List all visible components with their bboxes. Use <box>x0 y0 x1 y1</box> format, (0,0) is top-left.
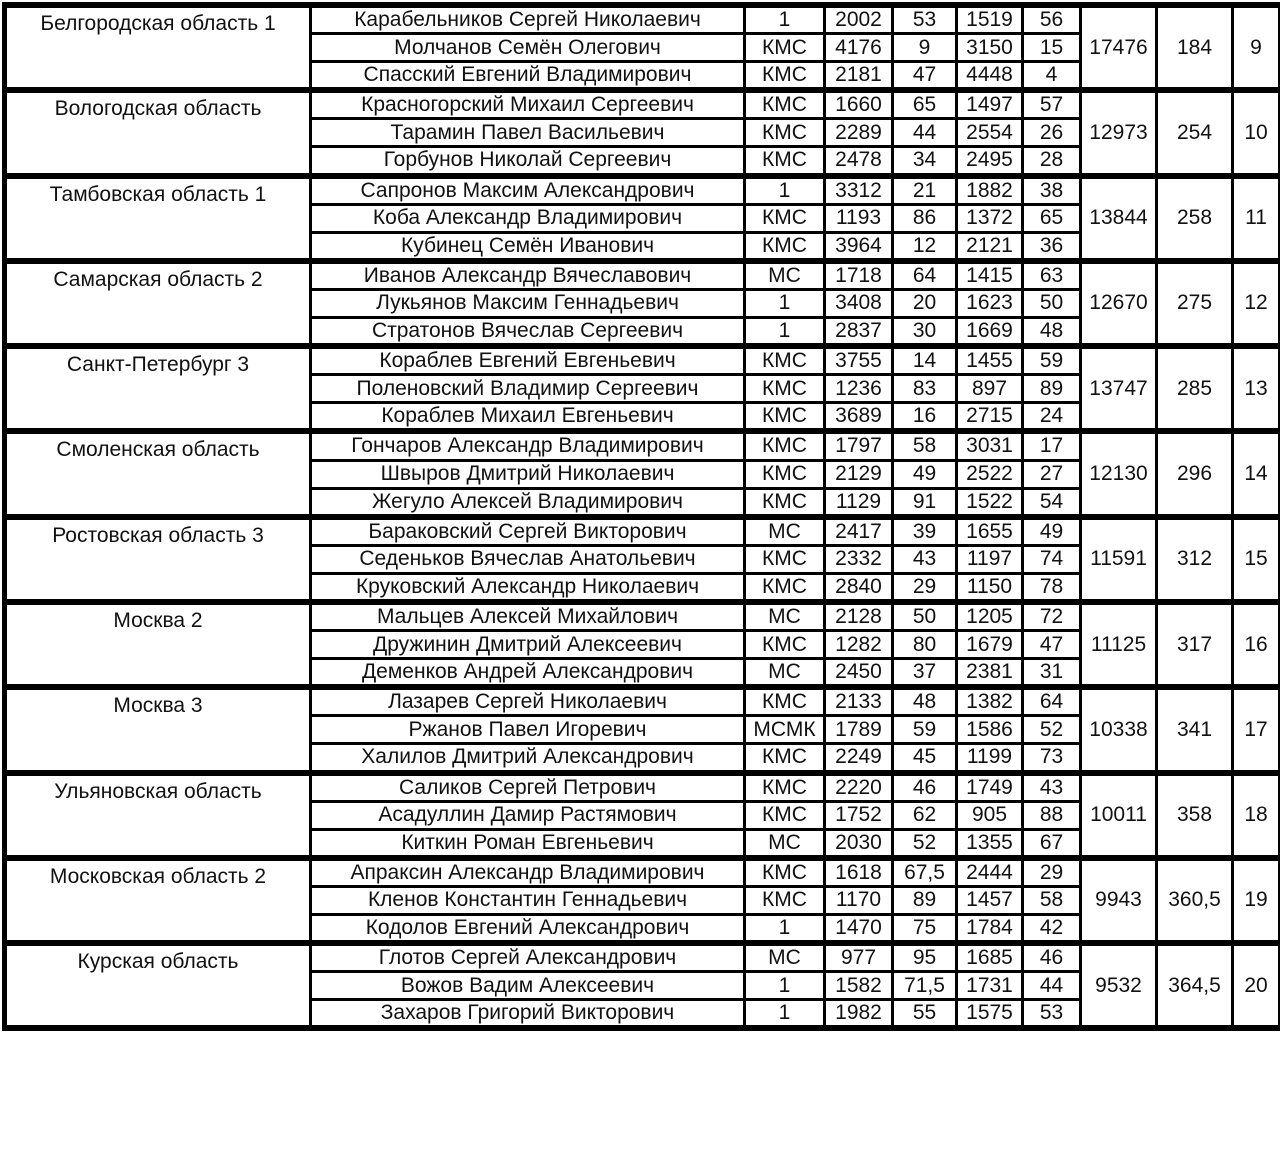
athlete-name: Апраксин Александр Владимирович <box>311 858 745 887</box>
athlete-place-2: 31 <box>1023 659 1081 688</box>
region-cell: Москва 2 <box>5 602 311 687</box>
athlete-place-1: 89 <box>893 886 957 914</box>
athlete-score-2: 1623 <box>957 289 1023 317</box>
athlete-place-1: 50 <box>893 602 957 631</box>
team-total: 10338 <box>1081 687 1157 772</box>
athlete-score-1: 1470 <box>825 914 893 943</box>
athlete-name: Саликов Сергей Петрович <box>311 773 745 802</box>
athlete-place-1: 71,5 <box>893 972 957 1000</box>
athlete-place-1: 29 <box>893 573 957 602</box>
athlete-place-1: 48 <box>893 687 957 716</box>
athlete-score-2: 1669 <box>957 317 1023 346</box>
region-group <box>5 687 1280 772</box>
team-total: 12670 <box>1081 261 1157 346</box>
team-sum-places: 285 <box>1157 346 1233 431</box>
athlete-score-2: 1749 <box>957 773 1023 802</box>
region-cell: Курская область <box>5 943 311 1028</box>
team-total: 9943 <box>1081 858 1157 943</box>
team-final-place: 18 <box>1233 773 1280 858</box>
athlete-rank: КМС <box>745 147 825 176</box>
athlete-place-2: 52 <box>1023 716 1081 744</box>
team-final-place: 10 <box>1233 90 1280 175</box>
team-total: 12130 <box>1081 431 1157 516</box>
athlete-rank: КМС <box>745 886 825 914</box>
region-cell: Москва 3 <box>5 687 311 772</box>
athlete-rank: МС <box>745 659 825 688</box>
athlete-rank: 1 <box>745 317 825 346</box>
athlete-place-1: 39 <box>893 517 957 546</box>
athlete-score-2: 3150 <box>957 34 1023 62</box>
athlete-place-1: 49 <box>893 460 957 488</box>
athlete-score-1: 4176 <box>825 34 893 62</box>
athlete-place-2: 88 <box>1023 801 1081 829</box>
athlete-name: Карабельников Сергей Николаевич <box>311 5 745 34</box>
region-cell: Смоленская область <box>5 431 311 516</box>
athlete-place-1: 9 <box>893 34 957 62</box>
athlete-place-2: 28 <box>1023 147 1081 176</box>
athlete-name: Молчанов Семён Олегович <box>311 34 745 62</box>
athlete-score-2: 1455 <box>957 346 1023 375</box>
athlete-rank: МС <box>745 517 825 546</box>
athlete-rank: КМС <box>745 204 825 232</box>
table-row <box>5 943 1280 972</box>
team-sum-places: 296 <box>1157 431 1233 516</box>
athlete-place-1: 86 <box>893 204 957 232</box>
athlete-score-2: 1655 <box>957 517 1023 546</box>
athlete-place-2: 64 <box>1023 687 1081 716</box>
athlete-place-2: 15 <box>1023 34 1081 62</box>
athlete-name: Красногорский Михаил Сергеевич <box>311 90 745 119</box>
athlete-name: Дружинин Дмитрий Алексеевич <box>311 631 745 659</box>
athlete-place-1: 52 <box>893 829 957 858</box>
athlete-rank: 1 <box>745 1000 825 1029</box>
region-cell: Ростовская область 3 <box>5 517 311 602</box>
athlete-score-2: 4448 <box>957 62 1023 91</box>
athlete-place-1: 47 <box>893 62 957 91</box>
athlete-score-1: 2181 <box>825 62 893 91</box>
table-row <box>5 517 1280 546</box>
region-cell: Ульяновская область <box>5 773 311 858</box>
athlete-name: Кодолов Евгений Александрович <box>311 914 745 943</box>
athlete-place-2: 48 <box>1023 317 1081 346</box>
athlete-score-2: 1575 <box>957 1000 1023 1029</box>
athlete-place-1: 16 <box>893 403 957 432</box>
region-group <box>5 90 1280 175</box>
athlete-score-1: 3312 <box>825 176 893 205</box>
region-cell: Белгородская область 1 <box>5 5 311 90</box>
athlete-score-2: 905 <box>957 801 1023 829</box>
athlete-score-1: 2450 <box>825 659 893 688</box>
athlete-rank: 1 <box>745 176 825 205</box>
athlete-score-1: 2840 <box>825 573 893 602</box>
table-row <box>5 90 1280 119</box>
athlete-place-2: 50 <box>1023 289 1081 317</box>
athlete-score-1: 1752 <box>825 801 893 829</box>
athlete-place-1: 44 <box>893 119 957 147</box>
region-group <box>5 5 1280 90</box>
athlete-score-2: 1415 <box>957 261 1023 290</box>
athlete-name: Бараковский Сергей Викторович <box>311 517 745 546</box>
athlete-place-2: 58 <box>1023 886 1081 914</box>
athlete-name: Седеньков Вячеслав Анатольевич <box>311 545 745 573</box>
athlete-score-1: 1718 <box>825 261 893 290</box>
athlete-place-1: 55 <box>893 1000 957 1029</box>
region-cell: Самарская область 2 <box>5 261 311 346</box>
team-final-place: 11 <box>1233 176 1280 261</box>
team-final-place: 14 <box>1233 431 1280 516</box>
athlete-score-1: 2133 <box>825 687 893 716</box>
athlete-place-1: 21 <box>893 176 957 205</box>
athlete-score-1: 2478 <box>825 147 893 176</box>
athlete-place-2: 47 <box>1023 631 1081 659</box>
athlete-score-2: 1150 <box>957 573 1023 602</box>
table-row <box>5 687 1280 716</box>
table-row <box>5 858 1280 887</box>
region-group <box>5 602 1280 687</box>
region-cell: Тамбовская область 1 <box>5 176 311 261</box>
team-final-place: 17 <box>1233 687 1280 772</box>
team-total: 11591 <box>1081 517 1157 602</box>
athlete-place-1: 58 <box>893 431 957 460</box>
athlete-score-1: 2030 <box>825 829 893 858</box>
athlete-name: Асадуллин Дамир Растямович <box>311 801 745 829</box>
athlete-score-1: 1582 <box>825 972 893 1000</box>
athlete-score-1: 2249 <box>825 744 893 773</box>
athlete-score-2: 1205 <box>957 602 1023 631</box>
athlete-score-2: 1586 <box>957 716 1023 744</box>
athlete-name: Швыров Дмитрий Николаевич <box>311 460 745 488</box>
table-row <box>5 176 1280 205</box>
athlete-place-2: 78 <box>1023 573 1081 602</box>
athlete-name: Тарамин Павел Васильевич <box>311 119 745 147</box>
athlete-place-1: 43 <box>893 545 957 573</box>
athlete-score-1: 3408 <box>825 289 893 317</box>
team-total: 11125 <box>1081 602 1157 687</box>
team-sum-places: 358 <box>1157 773 1233 858</box>
athlete-place-2: 36 <box>1023 232 1081 261</box>
athlete-score-1: 3964 <box>825 232 893 261</box>
team-total: 13747 <box>1081 346 1157 431</box>
athlete-name: Захаров Григорий Викторович <box>311 1000 745 1029</box>
athlete-rank: КМС <box>745 62 825 91</box>
athlete-place-1: 37 <box>893 659 957 688</box>
athlete-place-1: 53 <box>893 5 957 34</box>
athlete-place-2: 44 <box>1023 972 1081 1000</box>
team-sum-places: 364,5 <box>1157 943 1233 1028</box>
athlete-name: Иванов Александр Вячеславович <box>311 261 745 290</box>
athlete-place-1: 62 <box>893 801 957 829</box>
athlete-name: Сапронов Максим Александрович <box>311 176 745 205</box>
athlete-name: Горбунов Николай Сергеевич <box>311 147 745 176</box>
athlete-rank: КМС <box>745 744 825 773</box>
region-group <box>5 773 1280 858</box>
athlete-rank: КМС <box>745 631 825 659</box>
team-sum-places: 317 <box>1157 602 1233 687</box>
athlete-place-1: 80 <box>893 631 957 659</box>
athlete-score-2: 1382 <box>957 687 1023 716</box>
team-sum-places: 254 <box>1157 90 1233 175</box>
athlete-score-2: 1522 <box>957 488 1023 517</box>
athlete-score-1: 2289 <box>825 119 893 147</box>
athlete-rank: КМС <box>745 488 825 517</box>
athlete-rank: МС <box>745 829 825 858</box>
athlete-name: Вожов Вадим Алексеевич <box>311 972 745 1000</box>
athlete-score-1: 2332 <box>825 545 893 573</box>
athlete-rank: 1 <box>745 289 825 317</box>
athlete-place-1: 75 <box>893 914 957 943</box>
athlete-score-2: 1519 <box>957 5 1023 34</box>
athlete-score-1: 1282 <box>825 631 893 659</box>
athlete-score-1: 1982 <box>825 1000 893 1029</box>
athlete-place-2: 89 <box>1023 375 1081 403</box>
athlete-rank: КМС <box>745 403 825 432</box>
athlete-rank: КМС <box>745 460 825 488</box>
athlete-place-2: 53 <box>1023 1000 1081 1029</box>
athlete-place-1: 65 <box>893 90 957 119</box>
athlete-place-2: 26 <box>1023 119 1081 147</box>
athlete-score-1: 1789 <box>825 716 893 744</box>
athlete-place-2: 59 <box>1023 346 1081 375</box>
athlete-score-2: 1784 <box>957 914 1023 943</box>
athlete-score-2: 1679 <box>957 631 1023 659</box>
athlete-rank: КМС <box>745 545 825 573</box>
region-cell: Московская область 2 <box>5 858 311 943</box>
athlete-score-2: 1731 <box>957 972 1023 1000</box>
athlete-score-1: 1193 <box>825 204 893 232</box>
team-final-place: 19 <box>1233 858 1280 943</box>
athlete-name: Мальцев Алексей Михайлович <box>311 602 745 631</box>
athlete-score-2: 1355 <box>957 829 1023 858</box>
athlete-place-2: 46 <box>1023 943 1081 972</box>
athlete-rank: 1 <box>745 914 825 943</box>
athlete-name: Круковский Александр Николаевич <box>311 573 745 602</box>
athlete-place-1: 12 <box>893 232 957 261</box>
athlete-rank: 1 <box>745 5 825 34</box>
team-final-place: 13 <box>1233 346 1280 431</box>
athlete-place-1: 83 <box>893 375 957 403</box>
athlete-score-2: 897 <box>957 375 1023 403</box>
athlete-name: Стратонов Вячеслав Сергеевич <box>311 317 745 346</box>
athlete-place-1: 91 <box>893 488 957 517</box>
athlete-score-2: 1372 <box>957 204 1023 232</box>
athlete-score-2: 2522 <box>957 460 1023 488</box>
athlete-rank: КМС <box>745 375 825 403</box>
athlete-place-1: 64 <box>893 261 957 290</box>
athlete-rank: МСМК <box>745 716 825 744</box>
athlete-score-1: 2129 <box>825 460 893 488</box>
athlete-score-2: 2444 <box>957 858 1023 887</box>
athlete-score-1: 1236 <box>825 375 893 403</box>
athlete-place-2: 73 <box>1023 744 1081 773</box>
athlete-name: Деменков Андрей Александрович <box>311 659 745 688</box>
team-final-place: 12 <box>1233 261 1280 346</box>
athlete-score-2: 2381 <box>957 659 1023 688</box>
athlete-score-1: 1170 <box>825 886 893 914</box>
team-sum-places: 312 <box>1157 517 1233 602</box>
region-group <box>5 261 1280 346</box>
athlete-place-2: 63 <box>1023 261 1081 290</box>
athlete-place-2: 42 <box>1023 914 1081 943</box>
team-total: 9532 <box>1081 943 1157 1028</box>
team-sum-places: 341 <box>1157 687 1233 772</box>
athlete-score-1: 2837 <box>825 317 893 346</box>
team-final-place: 9 <box>1233 5 1280 90</box>
athlete-place-1: 20 <box>893 289 957 317</box>
team-final-place: 15 <box>1233 517 1280 602</box>
team-sum-places: 275 <box>1157 261 1233 346</box>
athlete-name: Коба Александр Владимирович <box>311 204 745 232</box>
athlete-rank: КМС <box>745 34 825 62</box>
athlete-score-1: 2220 <box>825 773 893 802</box>
athlete-name: Кораблев Михаил Евгеньевич <box>311 403 745 432</box>
athlete-name: Лукьянов Максим Геннадьевич <box>311 289 745 317</box>
region-cell: Санкт-Петербург 3 <box>5 346 311 431</box>
athlete-score-1: 3689 <box>825 403 893 432</box>
athlete-name: Кораблев Евгений Евгеньевич <box>311 346 745 375</box>
athlete-score-2: 3031 <box>957 431 1023 460</box>
athlete-rank: МС <box>745 602 825 631</box>
athlete-name: Киткин Роман Евгеньевич <box>311 829 745 858</box>
region-group <box>5 176 1280 261</box>
athlete-rank: КМС <box>745 119 825 147</box>
athlete-place-2: 54 <box>1023 488 1081 517</box>
team-sum-places: 360,5 <box>1157 858 1233 943</box>
region-group <box>5 517 1280 602</box>
athlete-score-2: 2715 <box>957 403 1023 432</box>
athlete-score-1: 1660 <box>825 90 893 119</box>
athlete-name: Ржанов Павел Игоревич <box>311 716 745 744</box>
athlete-name: Жегуло Алексей Владимирович <box>311 488 745 517</box>
athlete-score-2: 2121 <box>957 232 1023 261</box>
athlete-score-1: 977 <box>825 943 893 972</box>
athlete-name: Лазарев Сергей Николаевич <box>311 687 745 716</box>
athlete-score-1: 1797 <box>825 431 893 460</box>
region-group <box>5 943 1280 1028</box>
athlete-name: Поленовский Владимир Сергеевич <box>311 375 745 403</box>
athlete-score-1: 2417 <box>825 517 893 546</box>
athlete-name: Глотов Сергей Александрович <box>311 943 745 972</box>
athlete-rank: КМС <box>745 90 825 119</box>
athlete-place-2: 72 <box>1023 602 1081 631</box>
athlete-name: Гончаров Александр Владимирович <box>311 431 745 460</box>
athlete-score-2: 2495 <box>957 147 1023 176</box>
athlete-name: Спасский Евгений Владимирович <box>311 62 745 91</box>
athlete-rank: КМС <box>745 431 825 460</box>
athlete-place-1: 34 <box>893 147 957 176</box>
athlete-rank: 1 <box>745 972 825 1000</box>
athlete-place-1: 59 <box>893 716 957 744</box>
athlete-place-2: 74 <box>1023 545 1081 573</box>
athlete-rank: КМС <box>745 687 825 716</box>
athlete-name: Кленов Константин Геннадьевич <box>311 886 745 914</box>
athlete-place-2: 43 <box>1023 773 1081 802</box>
athlete-score-1: 1618 <box>825 858 893 887</box>
athlete-place-2: 27 <box>1023 460 1081 488</box>
team-sum-places: 184 <box>1157 5 1233 90</box>
athlete-place-2: 38 <box>1023 176 1081 205</box>
athlete-place-2: 24 <box>1023 403 1081 432</box>
athlete-place-2: 56 <box>1023 5 1081 34</box>
athlete-score-2: 1882 <box>957 176 1023 205</box>
athlete-rank: КМС <box>745 232 825 261</box>
table-row <box>5 261 1280 290</box>
table-row <box>5 773 1280 802</box>
team-final-place: 20 <box>1233 943 1280 1028</box>
team-total: 17476 <box>1081 5 1157 90</box>
region-group <box>5 431 1280 516</box>
athlete-place-2: 17 <box>1023 431 1081 460</box>
athlete-score-2: 1457 <box>957 886 1023 914</box>
results-table <box>2 2 1280 1031</box>
athlete-place-1: 30 <box>893 317 957 346</box>
athlete-rank: КМС <box>745 573 825 602</box>
table-row <box>5 5 1280 34</box>
team-total: 10011 <box>1081 773 1157 858</box>
table-row <box>5 431 1280 460</box>
athlete-rank: КМС <box>745 346 825 375</box>
table-row <box>5 346 1280 375</box>
athlete-score-1: 2128 <box>825 602 893 631</box>
athlete-score-2: 1685 <box>957 943 1023 972</box>
athlete-place-2: 67 <box>1023 829 1081 858</box>
team-total: 13844 <box>1081 176 1157 261</box>
athlete-score-2: 1497 <box>957 90 1023 119</box>
athlete-rank: КМС <box>745 801 825 829</box>
athlete-place-1: 14 <box>893 346 957 375</box>
athlete-rank: КМС <box>745 858 825 887</box>
athlete-name: Халилов Дмитрий Александрович <box>311 744 745 773</box>
region-group <box>5 858 1280 943</box>
athlete-place-2: 49 <box>1023 517 1081 546</box>
region-group <box>5 346 1280 431</box>
athlete-place-1: 67,5 <box>893 858 957 887</box>
athlete-place-2: 29 <box>1023 858 1081 887</box>
team-sum-places: 258 <box>1157 176 1233 261</box>
athlete-rank: МС <box>745 943 825 972</box>
region-cell: Вологодская область <box>5 90 311 175</box>
athlete-place-2: 65 <box>1023 204 1081 232</box>
athlete-place-1: 95 <box>893 943 957 972</box>
athlete-place-2: 4 <box>1023 62 1081 91</box>
athlete-place-1: 45 <box>893 744 957 773</box>
athlete-score-2: 2554 <box>957 119 1023 147</box>
team-final-place: 16 <box>1233 602 1280 687</box>
athlete-rank: КМС <box>745 773 825 802</box>
athlete-place-2: 57 <box>1023 90 1081 119</box>
athlete-place-1: 46 <box>893 773 957 802</box>
athlete-score-1: 3755 <box>825 346 893 375</box>
athlete-rank: МС <box>745 261 825 290</box>
athlete-score-2: 1199 <box>957 744 1023 773</box>
athlete-score-1: 1129 <box>825 488 893 517</box>
athlete-score-1: 2002 <box>825 5 893 34</box>
table-row <box>5 602 1280 631</box>
athlete-name: Кубинец Семён Иванович <box>311 232 745 261</box>
team-total: 12973 <box>1081 90 1157 175</box>
athlete-score-2: 1197 <box>957 545 1023 573</box>
